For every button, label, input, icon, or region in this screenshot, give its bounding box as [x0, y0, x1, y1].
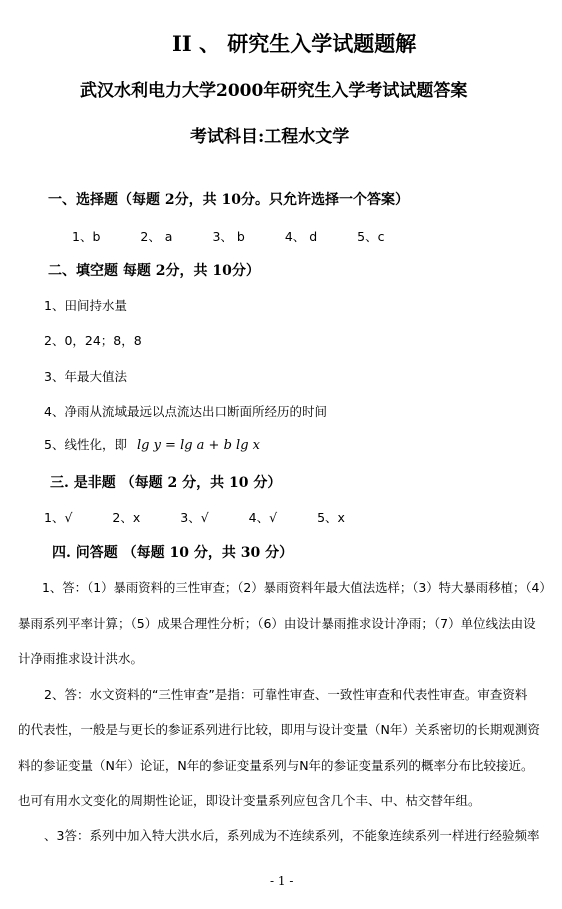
qa-line: 1、答：（1）暴雨资料的三性审查；（2）暴雨资料年最大值法选样；（3）特大暴雨移植；（4） [42, 580, 552, 595]
qa-line: 料的参证变量（N年）论证，N年的参证变量系列与N年的参证变量系列的概率分布比较接近。 [18, 758, 534, 773]
choice-answer: 4、 d [284, 229, 318, 244]
truefalse-answer: 5、x [317, 510, 345, 525]
fill-answer: 4、净雨从流域最远以点流达出口断面所经历的时间 [44, 404, 327, 419]
section-heading-fill: 二、填空题 每题 2分，共 10分） [48, 263, 260, 279]
fill-answer: 1、田间持水量 [44, 298, 127, 313]
qa-line: 也可有用水文变化的周期性论证，即设计变量系列应包含几个丰、中、枯交替年组。 [18, 793, 481, 808]
fill-answer-label: 5、线性化，即 [44, 437, 127, 452]
choice-answer: 1、b [72, 229, 101, 244]
qa-line: 2、答：水文资料的“三性审查”是指：可靠性审查、一致性审查和代表性审查。审查资料 [44, 687, 528, 702]
exam-subject: 考试科目:工程水文学 [190, 127, 350, 147]
choice-answer: 3、 b [212, 229, 245, 244]
qa-line: 、3答：系列中加入特大洪水后，系列成为不连续系列，不能象连续系列一样进行经验频率 [44, 828, 540, 843]
log-formula: lg y = lg a + b lg x [136, 438, 260, 453]
choice-answer: 5、c [357, 229, 385, 244]
truefalse-answers [44, 508, 381, 526]
exam-answer-title: 武汉水利电力大学2000年研究生入学考试试题答案 [80, 81, 468, 101]
truefalse-answer: 1、√ [44, 510, 73, 525]
truefalse-answer: 3、√ [180, 510, 209, 525]
fill-answer-5 [44, 435, 260, 453]
fill-answer: 3、年最大值法 [44, 369, 127, 384]
choice-answer: 2、 a [140, 229, 173, 244]
section-heading-choice: 一、选择题（每题 2分，共 10分。只允许选择一个答案） [48, 192, 409, 208]
section-heading-truefalse: 三. 是非题 （每题 2 分，共 10 分） [50, 475, 282, 491]
page-number: - 1 - [270, 874, 294, 888]
truefalse-answer: 2、x [112, 510, 141, 525]
page-title: II 、 研究生入学试题题解 [172, 31, 417, 56]
section-heading-qa: 四. 问答题 （每题 10 分，共 30 分） [52, 545, 294, 561]
qa-line: 的代表性，一般是与更长的参证系列进行比较，即用与设计变量（N年）关系密切的长期观测资 [18, 722, 540, 737]
truefalse-answer: 4、√ [248, 510, 278, 525]
qa-line: 计净雨推求设计洪水。 [18, 651, 144, 666]
fill-answer: 2、0，24；8，8 [44, 333, 142, 348]
qa-line: 暴雨系列平率计算；（5）成果合理性分析；（6）由设计暴雨推求设计净雨；（7）单位线法由设 [18, 616, 536, 631]
choice-answers [72, 227, 421, 245]
